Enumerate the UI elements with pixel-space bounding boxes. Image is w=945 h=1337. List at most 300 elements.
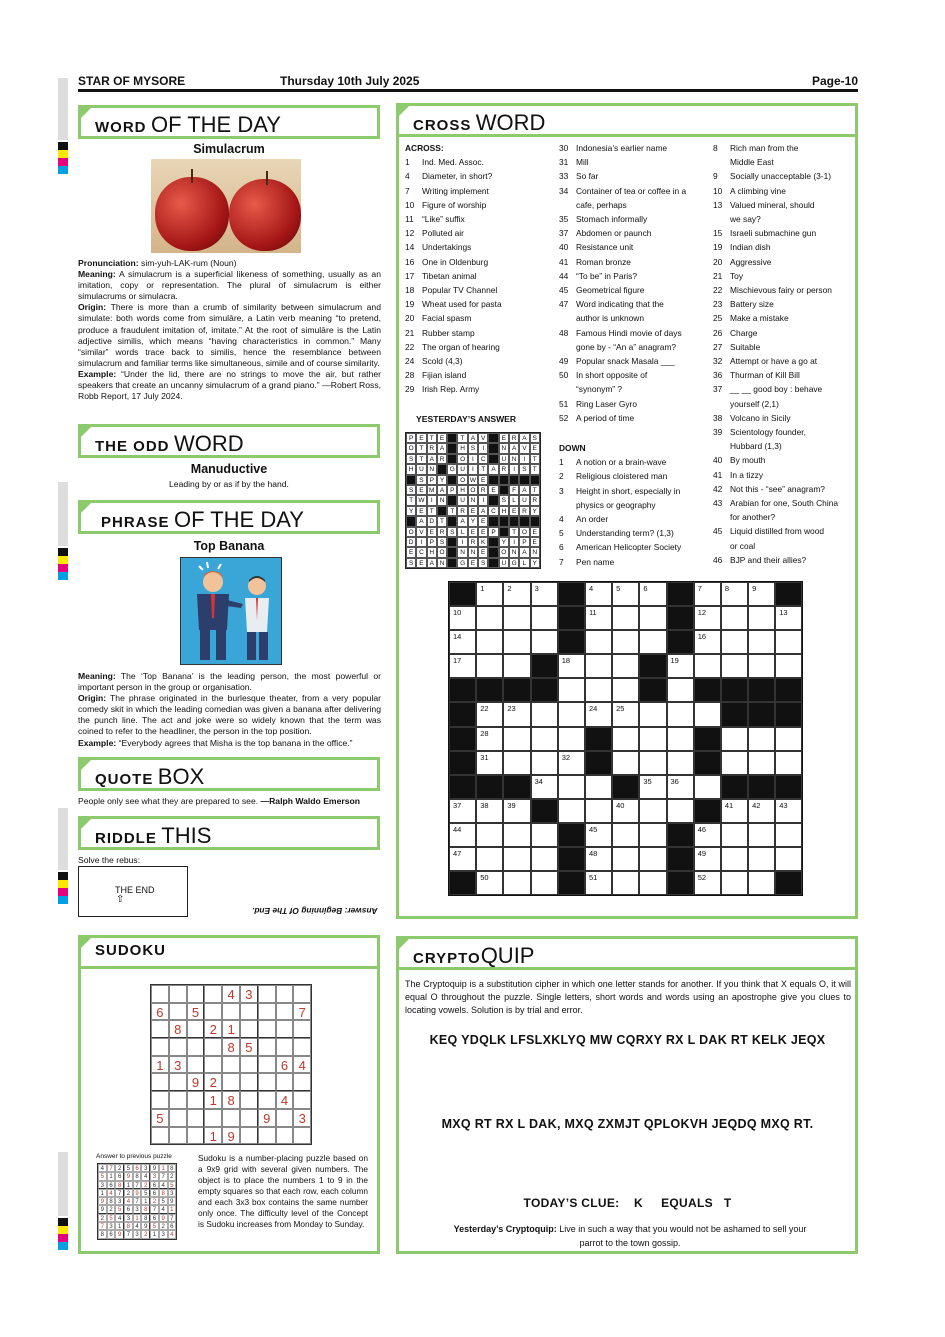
clue-text: Charge xyxy=(730,327,758,338)
crossword-cell xyxy=(558,727,585,751)
sudoku-cell: 1 xyxy=(222,1020,240,1038)
answer-cell: W xyxy=(416,495,426,505)
crossword-cell: 47 xyxy=(449,847,476,871)
sudoku-cell xyxy=(187,1020,205,1038)
sudoku-cell xyxy=(204,1109,222,1127)
origin-label: Origin: xyxy=(78,693,107,704)
black-square xyxy=(503,775,530,799)
answer-cell: H xyxy=(427,547,437,557)
yesterday-answer-heading: YESTERDAY’S ANSWER xyxy=(416,414,517,424)
clue-row xyxy=(713,326,853,340)
answer-cell: E xyxy=(416,506,426,516)
clue-row xyxy=(405,269,555,283)
clue-number: 7 xyxy=(559,556,564,567)
clue-row xyxy=(405,297,555,311)
clue-number: 48 xyxy=(559,327,569,338)
answer-cell xyxy=(499,485,509,495)
odd-word-term: Manuductive xyxy=(190,462,268,476)
crossword-cell xyxy=(721,727,748,751)
example-text: “Under the lid, there are no strings to move the air, but rather speakers that create an uncanny simulacrum of a grand piano.” —Robert Ross, Robb Report, 17 July 2024. xyxy=(78,368,381,402)
answer-cell: R xyxy=(457,506,467,516)
crossword-cell xyxy=(639,702,666,726)
answer-cell: D xyxy=(406,537,416,547)
answer-cell xyxy=(447,558,457,568)
clue-row xyxy=(405,255,555,269)
black-square xyxy=(585,727,612,751)
clue-number xyxy=(713,155,730,169)
answer-cell xyxy=(488,433,498,443)
answer-cell: A xyxy=(437,443,447,453)
sudoku-cell xyxy=(240,1091,258,1109)
clue-row xyxy=(713,283,853,297)
crossword-cell xyxy=(503,847,530,871)
clue-text: Writing implement xyxy=(422,185,489,196)
sudoku-cell: 8 xyxy=(222,1091,240,1109)
clue-number: 46 xyxy=(713,554,723,565)
sudoku-cell xyxy=(258,1003,276,1021)
sudoku-cell xyxy=(258,1091,276,1109)
crossword-cell: 37 xyxy=(449,799,476,823)
crossword-cell: 11 xyxy=(585,606,612,630)
origin-text: There is more than a crumb of similarity between simulacrum and simulate: both words come from simulāre, a Latin verb meaning “to pretend, produce a fraudulent imitation of, imitate.” At the root of simulāre is the Latin adjective similis, which means “having characteristics in common.” Many “similar” words trace back to similis, hence the resemblance between simulacrum and familiar terms like simultaneous, simile and of course similarity. xyxy=(78,302,381,368)
answer-cell: T xyxy=(530,454,540,464)
panel-border xyxy=(78,1251,380,1254)
crossword-cell xyxy=(558,775,585,799)
sudoku-answer-cell: 3 xyxy=(133,1205,142,1213)
margin-bar xyxy=(58,1152,68,1216)
answer-cell: N xyxy=(530,547,540,557)
clue-number: 31 xyxy=(559,157,569,168)
clue-row xyxy=(559,397,709,411)
crossword-cell: 25 xyxy=(612,702,639,726)
clue-number: 43 xyxy=(713,498,723,509)
sudoku-cell xyxy=(293,1020,311,1038)
crossword-cell xyxy=(503,654,530,678)
black-square xyxy=(476,678,503,702)
answer-cell: T xyxy=(416,443,426,453)
odd-word-header xyxy=(78,424,380,458)
answer-cell xyxy=(447,443,457,453)
sudoku-answer-cell: 1 xyxy=(168,1205,177,1213)
clue-text: Toy xyxy=(730,270,744,281)
answer-cell: N xyxy=(427,464,437,474)
crossword-cell: 24 xyxy=(585,702,612,726)
answer-cell: T xyxy=(509,527,519,537)
sudoku-cell xyxy=(258,1127,276,1145)
crossword-cell: 8 xyxy=(721,582,748,606)
answer-cell: E xyxy=(406,547,416,557)
clue-number: 10 xyxy=(405,199,415,210)
clue-number: 38 xyxy=(713,412,723,423)
registration-mark xyxy=(58,548,68,580)
panel-border xyxy=(78,969,81,1254)
clue-row xyxy=(405,368,555,382)
clue-number: 20 xyxy=(405,313,415,324)
crossword-cell xyxy=(503,751,530,775)
clue-text: Ind. Med. Assoc. xyxy=(422,157,484,168)
crossword-cell xyxy=(585,654,612,678)
clue-text: Rich man from the xyxy=(730,143,799,153)
answer-cell xyxy=(488,443,498,453)
pronunciation: sim-yuh-LAK-rum (Noun) xyxy=(138,258,237,268)
crossword-cell: 10 xyxy=(449,606,476,630)
clue-row xyxy=(559,411,709,425)
clue-text: Valued mineral, should xyxy=(730,199,815,210)
sudoku-answer-cell: 4 xyxy=(141,1172,150,1180)
crossword-cell: 39 xyxy=(503,799,530,823)
answer-cell: T xyxy=(457,433,467,443)
answer-cell: A xyxy=(509,443,519,453)
crossword-cell xyxy=(775,630,802,654)
black-square xyxy=(721,678,748,702)
sudoku-cell: 3 xyxy=(169,1056,187,1074)
page-number: Page-10 xyxy=(811,74,858,88)
panel-border xyxy=(396,916,858,919)
clue-text: Tibetan animal xyxy=(422,270,477,281)
crossword-cell xyxy=(775,847,802,871)
black-square xyxy=(531,678,558,702)
crossword-cell xyxy=(775,654,802,678)
clue-row xyxy=(559,283,709,297)
sudoku-cell xyxy=(169,1109,187,1127)
sudoku-cell xyxy=(240,1003,258,1021)
answer-cell: E xyxy=(478,527,488,537)
crossword-cell xyxy=(748,751,775,775)
clue-row xyxy=(713,255,853,269)
answer-cell: E xyxy=(437,433,447,443)
answer-cell: O xyxy=(457,454,467,464)
clue-row xyxy=(713,184,853,198)
black-square xyxy=(558,823,585,847)
clue-number: 40 xyxy=(713,455,723,466)
sudoku-answer-cell: 4 xyxy=(168,1230,177,1238)
clue-text: Facial spasm xyxy=(422,313,472,324)
clue-number xyxy=(559,340,576,354)
clue-row xyxy=(559,368,709,382)
clue-text: Word indicating that the xyxy=(576,299,664,310)
sudoku-answer-cell: 3 xyxy=(107,1222,116,1230)
sudoku-answer-cell: 6 xyxy=(133,1164,142,1172)
crossword-cell xyxy=(503,630,530,654)
panel-border xyxy=(396,970,399,1254)
clue-row xyxy=(713,340,853,354)
yesterday-cryptoquip-text: Live in such a way that you would not be ashamed to sell your parrot to the town gossip. xyxy=(556,1224,807,1248)
clue-number: 33 xyxy=(559,171,569,182)
sudoku-cell xyxy=(240,1073,258,1091)
black-square xyxy=(721,775,748,799)
crossword-cell xyxy=(612,630,639,654)
clue-number: 52 xyxy=(559,412,569,423)
answer-cell: S xyxy=(468,443,478,453)
clue-row xyxy=(405,184,555,198)
sudoku-answer-cell: 2 xyxy=(168,1172,177,1180)
clue-number: 8 xyxy=(713,143,718,153)
answer-cell: W xyxy=(468,475,478,485)
phrase-title: Top Banana xyxy=(193,539,265,553)
crossword-cell xyxy=(639,823,666,847)
answer-cell: T xyxy=(437,516,447,526)
answer-cell xyxy=(519,475,529,485)
answer-cell: A xyxy=(427,454,437,464)
crossword-cell xyxy=(612,678,639,702)
crossword-cell xyxy=(476,654,503,678)
answer-cell: N xyxy=(457,547,467,557)
answer-cell: G xyxy=(509,558,519,568)
clue-row xyxy=(405,155,555,169)
sudoku-answer-cell: 5 xyxy=(141,1189,150,1197)
crossword-cell: 14 xyxy=(449,630,476,654)
clue-row xyxy=(559,155,709,169)
sudoku-answer-cell: 1 xyxy=(98,1189,107,1197)
clue-number: 2 xyxy=(559,471,564,482)
sudoku-cell: 8 xyxy=(169,1020,187,1038)
sudoku-cell: 5 xyxy=(151,1109,169,1127)
black-square xyxy=(531,799,558,823)
clue-row xyxy=(713,155,853,169)
clue-row xyxy=(713,141,853,155)
clue-row xyxy=(713,524,853,538)
clue-number xyxy=(713,539,730,553)
clue-row xyxy=(559,212,709,226)
clue-text: Diameter, in short? xyxy=(422,171,493,182)
crossword-cell: 9 xyxy=(748,582,775,606)
crossword-cell xyxy=(748,727,775,751)
cryptoquip-clue: TODAY’S CLUE: K EQUALS T xyxy=(523,1196,732,1210)
sudoku-cell: 8 xyxy=(222,1038,240,1056)
answer-cell: S xyxy=(406,558,416,568)
sudoku-cell xyxy=(222,1073,240,1091)
sudoku-answer-cell: 1 xyxy=(141,1197,150,1205)
clue-text: for another? xyxy=(730,512,776,523)
clue-text: Undertakings xyxy=(422,242,472,253)
crossword-cell xyxy=(667,751,694,775)
clue-text: Scientology founder, xyxy=(730,427,806,438)
black-square xyxy=(667,871,694,895)
answer-cell xyxy=(488,537,498,547)
clue-text: Attempt or have a go at xyxy=(730,356,818,367)
clue-text: Popular snack Masala ___ xyxy=(576,356,675,367)
sudoku-cell xyxy=(276,1003,294,1021)
sudoku-cell: 9 xyxy=(222,1127,240,1145)
sudoku-answer-cell: 9 xyxy=(150,1164,159,1172)
sudoku-cell xyxy=(276,1127,294,1145)
clue-text: Mill xyxy=(576,157,589,168)
crossword-cell xyxy=(612,727,639,751)
meaning-label: Meaning: xyxy=(78,269,116,280)
answer-cell: A xyxy=(519,485,529,495)
crossword-cell xyxy=(721,871,748,895)
pronunciation-label: Pronunciation: xyxy=(78,258,139,268)
answer-cell: R xyxy=(530,495,540,505)
sudoku-answer-cell: 7 xyxy=(133,1197,142,1205)
answer-cell xyxy=(447,516,457,526)
answer-cell xyxy=(406,516,416,526)
section-title: QUIP xyxy=(480,943,535,968)
clue-row xyxy=(405,198,555,212)
crossword-cell xyxy=(585,799,612,823)
black-square xyxy=(558,630,585,654)
clue-row xyxy=(559,255,709,269)
sudoku-answer-cell: 2 xyxy=(159,1222,168,1230)
meaning-text: A simulacrum is a superficial likeness of something, usually as an imitation, copy or representation. The plural of simulacrum is either simulacrums or simulacra. xyxy=(78,269,381,302)
clue-text: Stomach informally xyxy=(576,214,648,225)
meaning-text: The ‘Top Banana’ is the leading person, the most powerful or important person in the group or organisation. xyxy=(78,671,381,693)
answer-cell xyxy=(509,475,519,485)
sudoku-answer-cell: 6 xyxy=(107,1230,116,1238)
clue-row xyxy=(713,439,853,453)
answer-cell xyxy=(509,516,519,526)
sudoku-cell: 2 xyxy=(204,1073,222,1091)
origin-label: Origin: xyxy=(78,302,107,313)
apples-image xyxy=(151,159,301,253)
answer-cell: I xyxy=(427,495,437,505)
clue-row xyxy=(713,354,853,368)
clue-text: Rubber stamp xyxy=(422,327,475,338)
black-square xyxy=(667,630,694,654)
clue-number: 34 xyxy=(559,185,569,196)
clue-number: 41 xyxy=(559,256,569,267)
black-square xyxy=(449,702,476,726)
crossword-cell xyxy=(667,702,694,726)
rebus-box xyxy=(78,866,188,917)
sudoku-answer-cell: 8 xyxy=(107,1197,116,1205)
answer-cell: S xyxy=(416,475,426,485)
crossword-cell xyxy=(476,606,503,630)
black-square xyxy=(449,775,476,799)
clue-row xyxy=(713,297,853,311)
answer-cell xyxy=(488,547,498,557)
answer-cell: H xyxy=(457,443,467,453)
crossword-cell xyxy=(476,630,503,654)
answer-cell: E xyxy=(416,433,426,443)
cryptoquip-intro: The Cryptoquip is a substitution cipher in which one letter stands for another. If you think that X equals O, it will equal O throughout the puzzle. Single letters, short words and words using an apostrophe give you clues to locating vowels. Solution is by trial and error. xyxy=(405,979,851,1015)
answer-cell xyxy=(519,516,529,526)
sudoku-answer-cell: 8 xyxy=(141,1214,150,1222)
crossword-cell xyxy=(721,823,748,847)
clue-text: Liquid distilled from wood xyxy=(730,526,825,537)
clue-row xyxy=(405,326,555,340)
clue-number: 32 xyxy=(713,356,723,367)
clue-text: A period of time xyxy=(576,412,635,423)
crossword-cell xyxy=(748,847,775,871)
crossword-cell xyxy=(639,871,666,895)
clue-number: 7 xyxy=(405,185,410,196)
clue-text: Middle East xyxy=(730,157,774,168)
clue-text: The organ of hearing xyxy=(422,341,500,352)
answer-cell: A xyxy=(437,485,447,495)
yesterday-cryptoquip xyxy=(445,1222,815,1250)
answer-cell: T xyxy=(427,433,437,443)
clue-text: Resistance unit xyxy=(576,242,634,253)
answer-cell: Y xyxy=(437,475,447,485)
down-heading: DOWN xyxy=(559,443,586,453)
black-square xyxy=(558,871,585,895)
sudoku-answer-cell: 7 xyxy=(133,1181,142,1189)
clue-number: 37 xyxy=(713,384,723,395)
answer-cell: E xyxy=(468,506,478,516)
answer-cell: Y xyxy=(468,516,478,526)
clue-row xyxy=(559,354,709,368)
answer-cell: E xyxy=(488,485,498,495)
clue-number: 40 xyxy=(559,242,569,253)
clue-row xyxy=(559,498,709,512)
crossword-cell xyxy=(531,847,558,871)
sudoku-cell xyxy=(222,1003,240,1021)
answer-cell: R xyxy=(509,433,519,443)
answer-cell xyxy=(499,516,509,526)
cryptoquip-line-2: MXQ RT RX L DAK, MXQ ZXMJT QPLOKVH JEQDQ MXQ RT. xyxy=(441,1117,814,1131)
clue-text: or coal xyxy=(730,540,756,551)
clue-number: 3 xyxy=(559,485,564,496)
example-label: Example: xyxy=(78,368,117,379)
clue-number: 30 xyxy=(559,143,569,153)
odd-word-definition: Leading by or as if by the hand. xyxy=(169,479,289,489)
sudoku-answer-cell: 7 xyxy=(150,1205,159,1213)
clue-number: 41 xyxy=(713,469,723,480)
riddle-answer: Answer: Beginning Of The End. xyxy=(252,906,378,916)
crossword-cell xyxy=(503,823,530,847)
sudoku-answer-cell: 5 xyxy=(107,1214,116,1222)
clue-number: 20 xyxy=(713,256,723,267)
crossword-cell xyxy=(585,630,612,654)
answer-cell: Y xyxy=(499,537,509,547)
sudoku-cell xyxy=(187,985,205,1003)
crossword-cell xyxy=(639,606,666,630)
clue-row xyxy=(559,269,709,283)
clue-text: Socially unacceptable (3-1) xyxy=(730,171,832,182)
clue-text: Suitable xyxy=(730,341,761,352)
clue-row xyxy=(713,482,853,496)
answer-cell: R xyxy=(519,506,529,516)
answer-cell: D xyxy=(427,516,437,526)
sudoku-cell xyxy=(258,1020,276,1038)
answer-cell: R xyxy=(478,485,488,495)
black-square xyxy=(476,775,503,799)
crossword-cell xyxy=(694,654,721,678)
clue-text: A climbing vine xyxy=(730,185,786,196)
clue-row xyxy=(713,198,853,212)
crossword-cell xyxy=(694,775,721,799)
answer-cell: G xyxy=(457,558,467,568)
section-label: QUOTE xyxy=(95,771,154,788)
crossword-cell xyxy=(612,847,639,871)
answer-cell: N xyxy=(437,558,447,568)
sudoku-answer-cell: 7 xyxy=(107,1164,116,1172)
crossword-cell xyxy=(775,727,802,751)
clue-row xyxy=(405,382,555,396)
clue-number: 14 xyxy=(405,242,415,253)
answer-cell: P xyxy=(406,433,416,443)
sudoku-cell xyxy=(240,1127,258,1145)
answer-cell: N xyxy=(468,495,478,505)
answer-cell: T xyxy=(427,506,437,516)
masthead xyxy=(78,72,858,92)
clue-text: Understanding term? (1,3) xyxy=(576,528,674,539)
clue-text: Not this - “see” anagram? xyxy=(730,483,825,494)
crossword-cell xyxy=(667,799,694,823)
clue-number: 35 xyxy=(559,214,569,225)
clue-text: Polluted air xyxy=(422,228,464,239)
clue-number: 1 xyxy=(559,457,564,468)
clue-number: 51 xyxy=(559,398,569,409)
panel-border xyxy=(377,969,380,1254)
black-square xyxy=(694,727,721,751)
word-of-day-header xyxy=(78,105,380,139)
answer-cell: P xyxy=(427,475,437,485)
section-label: PHRASE xyxy=(101,514,170,531)
sudoku-cell xyxy=(169,1091,187,1109)
answer-cell: O xyxy=(468,485,478,495)
